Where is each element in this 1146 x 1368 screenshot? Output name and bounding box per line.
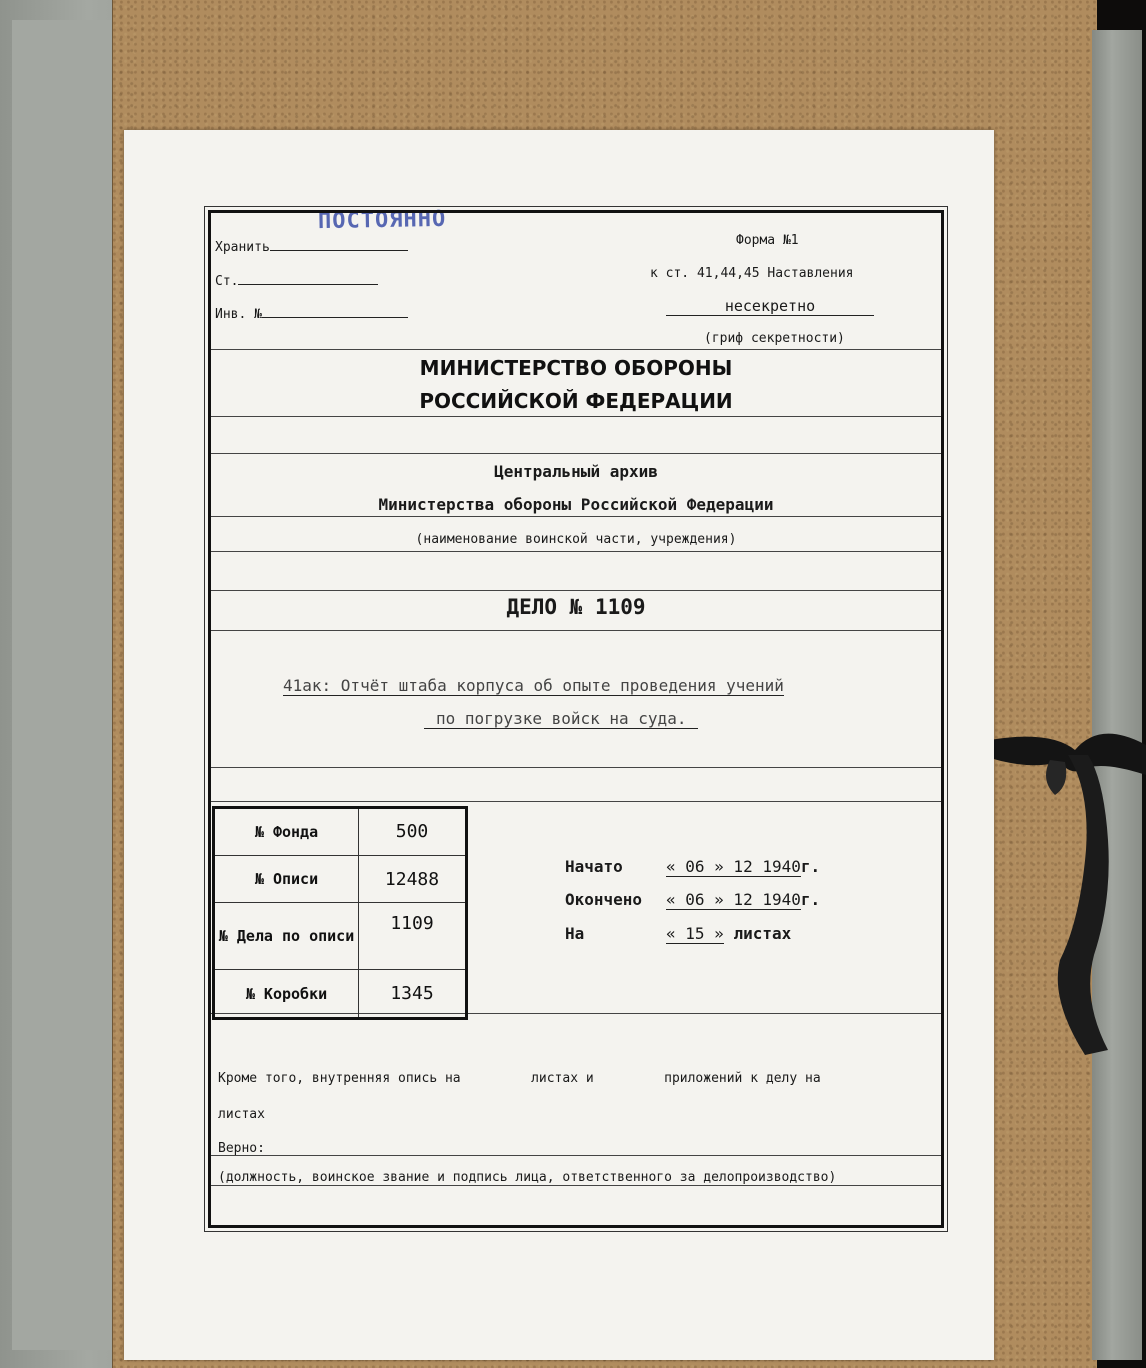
started-row [666, 857, 820, 876]
divider [211, 630, 941, 631]
case-description-line-1 [283, 676, 784, 695]
divider [211, 801, 941, 802]
case-description-line-2 [424, 709, 698, 728]
case-number-value: 1109 [359, 903, 467, 970]
archive-caption: (наименование воинской части, учреждения) [415, 532, 737, 547]
keep-field [215, 236, 408, 255]
sheets-value: « 15 » [666, 924, 724, 943]
table-row [214, 903, 467, 970]
article-field [215, 270, 378, 289]
sheets-row [666, 924, 791, 943]
table-row [214, 808, 467, 856]
ended-value: « 06 » 12 1940 [666, 890, 801, 909]
on-label: На [565, 924, 585, 943]
divider [211, 1155, 941, 1156]
sheets-label: листах [733, 924, 792, 943]
inventory-value: 12488 [359, 855, 467, 903]
tie-ribbon-icon [990, 700, 1146, 1060]
started-value: « 06 » 12 1940 [666, 857, 801, 876]
ended-label: Окончено [565, 890, 643, 909]
inventory-label: № Описи [214, 855, 359, 903]
divider [211, 453, 941, 454]
box-label: № Коробки [214, 970, 359, 1019]
case-description-text-2: по погрузке войск на суда. [424, 709, 698, 729]
secrecy-caption: (гриф секретности) [704, 331, 845, 346]
fund-value: 500 [359, 808, 467, 856]
divider [211, 1185, 941, 1186]
article-label: Ст. [215, 274, 239, 289]
ministry-line-2: РОССИЙСКОЙ ФЕДЕРАЦИИ [419, 389, 733, 413]
ended-row [666, 890, 820, 909]
divider [211, 516, 941, 517]
ministry-line-1: МИНИСТЕРСТВО ОБОРОНЫ [419, 356, 733, 380]
verified-label: Верно: [218, 1141, 265, 1156]
keep-label: Хранить [215, 240, 270, 255]
extra-sheets-word: листах [218, 1107, 265, 1122]
signature-caption: (должность, воинское звание и подпись лица, ответственного за делопроизводство) [218, 1170, 837, 1185]
case-title: ДЕЛО № 1109 [506, 595, 646, 619]
case-description-text-1: 41ак: Отчёт штаба корпуса об опыте проведения учений [283, 676, 784, 695]
keep-line [270, 236, 408, 251]
divider [211, 416, 941, 417]
extra-inventory-line: Кроме того, внутренняя опись на листах и приложений к делу на [218, 1071, 821, 1086]
secrecy-value: несекретно [666, 297, 874, 316]
started-label: Начато [565, 857, 623, 876]
divider [211, 349, 941, 350]
ended-year-suffix: г. [800, 890, 821, 909]
box-value: 1345 [359, 970, 467, 1019]
table-row [214, 970, 467, 1019]
divider [211, 590, 941, 591]
started-year-suffix: г. [800, 857, 821, 876]
inv-line [262, 303, 408, 318]
article-line [238, 270, 378, 285]
permanent-stamp: ПОСТОЯННО [317, 206, 447, 235]
inv-label: Инв. № [215, 307, 262, 322]
case-number-label: № Дела по описи [214, 903, 359, 970]
fund-label: № Фонда [214, 808, 359, 856]
form-label: Форма №1 [736, 233, 799, 248]
inv-field [215, 303, 408, 322]
divider [211, 767, 941, 768]
archive-line-2: Министерства обороны Российской Федерации [378, 495, 774, 514]
form-reference: к ст. 41,44,45 Наставления [650, 266, 854, 281]
fund-table [212, 806, 468, 1020]
divider [211, 551, 941, 552]
table-row [214, 855, 467, 903]
archive-line-1: Центральный архив [494, 462, 658, 481]
folder-right-flap [1092, 30, 1142, 1360]
